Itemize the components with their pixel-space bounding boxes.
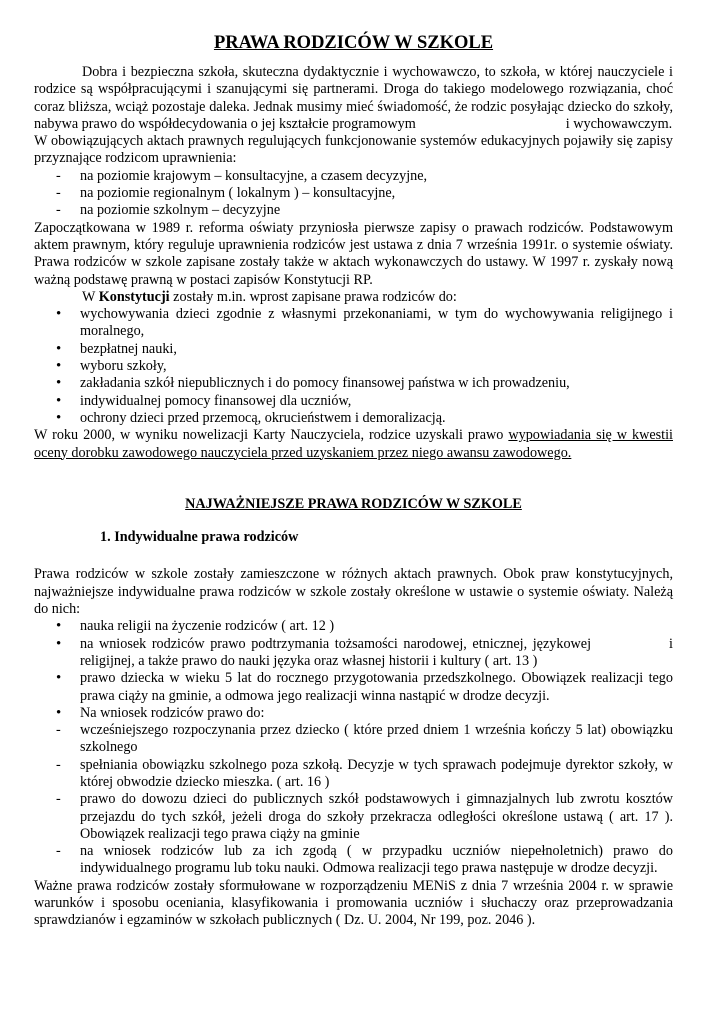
individual-right-item bbox=[34, 636, 673, 671]
section-sub-heading: 1. Indywidualne prawa rodziców bbox=[100, 529, 299, 546]
levels-list-item: - na poziomie szkolnym – decyzyjne bbox=[34, 202, 673, 219]
constitution-right-item: • wyboru szkoły, bbox=[34, 358, 673, 375]
levels-list-item: - na poziomie regionalnym ( lokalnym ) – konsultacyjne, bbox=[34, 185, 673, 202]
levels-list bbox=[34, 168, 673, 220]
section-heading: NAJWAŻNIEJSZE PRAWA RODZICÓW W SZKOLE bbox=[185, 495, 522, 512]
on-request-item: - na wniosek rodziców lub za ich zgodą ( w przypadku uczniów niepełnoletnich) prawo do indywidualnego programu lub toku nauki. Odmowa realizacji tego prawa następuje w drodze decyzji. bbox=[34, 843, 673, 878]
individual-right-item-text-end: i religijnej, a także prawo do nauki języka oraz własnej historii i kultury ( art. 13 ) bbox=[80, 635, 673, 669]
individual-right-item-text: na wniosek rodziców prawo podtrzymania tożsamości narodowej, etnicznej, językowej bbox=[80, 635, 592, 652]
constitution-term: Konstytucji bbox=[98, 288, 170, 305]
individual-right-item: • Na wniosek rodziców prawo do: bbox=[34, 705, 673, 722]
on-request-item: - spełniania obowiązku szkolnego poza szkołą. Decyzje w tych sprawach podejmuje dyrektor szkoły, w której obwodzie dziecko mieszka. ( art. 16 ) bbox=[34, 757, 673, 792]
section-paragraph-1: Prawa rodziców w szkole zostały zamieszczone w różnych aktach prawnych. Obok praw konstytucyjnych, najważniejsze indywidualne prawa rodziców w szkole zostały określone w ustawie o systemie oświaty. Należą do nich: bbox=[34, 566, 673, 618]
constitution-rights-list bbox=[34, 306, 673, 427]
individual-right-item: • nauka religii na życzenie rodziców ( art. 12 ) bbox=[34, 618, 673, 635]
constitution-right-item: • indywidualnej pomocy finansowej dla uczniów, bbox=[34, 393, 673, 410]
individual-rights-list bbox=[34, 618, 673, 722]
intro-paragraph-4-start: W bbox=[82, 288, 99, 305]
intro-paragraph-3: Zapoczątkowana w 1989 r. reforma oświaty przyniosła pierwsze zapisy o prawach rodziców. Podstawowym aktem prawnym, który reguluje uprawnienia rodziców jest ustawa z dnia 7 września 1991r. o systemie oświaty. Prawa rodziców w szkole zapisane zostały także w aktach wykonawczych do ustawy. W 1997 r. zyskały nową ważną podstawę prawną w postaci zapisów Konstytucji RP. bbox=[34, 219, 673, 288]
intro-paragraph-1 bbox=[34, 64, 673, 133]
intro-paragraph-4 bbox=[34, 289, 673, 306]
individual-right-item: • prawo dziecka w wieku 5 lat do rocznego przygotowania przedszkolnego. Obowiązek realizacji tego prawa ciąży na gminie, a odmowa jego realizacji winna nastąpić w drodze decyzji. bbox=[34, 670, 673, 705]
intro-paragraph-4-end: zostały m.in. wprost zapisane prawa rodziców do: bbox=[169, 288, 457, 305]
section-paragraph-2: Ważne prawa rodziców zostały sformułowane w rozporządzeniu MENiS z dnia 7 września 2004 r. w sprawie warunków i sposobu oceniania, klasyfikowania i promowania uczniów i słuchaczy oraz przeprowadzania sprawdzianów i egzaminów w szkołach publicznych ( Dz. U. 2004, Nr 199, poz. 2046 ). bbox=[34, 877, 673, 929]
intro-paragraph-1-end: i wychowawczym. bbox=[565, 115, 673, 132]
intro-paragraph-2: W obowiązujących aktach prawnych regulujących funkcjonowanie systemów edukacyjnych pojawiły się zapisy przyznające rodzicom uprawnienia: bbox=[34, 133, 673, 167]
constitution-right-item: • zakładania szkół niepublicznych i do pomocy finansowej państwa w ich prowadzeniu, bbox=[34, 375, 673, 392]
page-title: PRAWA RODZICÓW W SZKOLE bbox=[213, 33, 494, 53]
levels-list-item: - na poziomie krajowym – konsultacyjne, a czasem decyzyjne, bbox=[34, 168, 673, 185]
on-request-list bbox=[34, 722, 673, 878]
intro-paragraph-5-start: W roku 2000, w wyniku nowelizacji Karty Nauczyciela, rodzice uzyskali prawo bbox=[34, 427, 509, 444]
on-request-item: - prawo do dowozu dzieci do publicznych szkół podstawowych i gimnazjalnych lub zwrotu kosztów przejazdu do tych szkół, jeżeli droga do szkoły przekracza odległości określone ustawą ( art. 17 ). Obowiązek realizacji tego prawa ciąży na gminie bbox=[34, 791, 673, 843]
on-request-item: - wcześniejszego rozpoczynania przez dziecko ( które przed dniem 1 września kończy 5 lat) obowiązku szkolnego bbox=[34, 722, 673, 757]
intro-paragraph-5-underlined: wypowiadania się w kwestii oceny dorobku zawodowego nauczyciela przed uzyskaniem przez niego awansu zawodowego. bbox=[34, 427, 673, 461]
constitution-right-item: • wychowywania dzieci zgodnie z własnymi przekonaniami, w tym do wychowywania religijnego i moralnego, bbox=[34, 306, 673, 341]
intro-paragraph-1-text: Dobra i bezpieczna szkoła, skutecznа dydaktycznie i wychowawczo, to szkoła, w której nauczyciele i rodzice są współpracującymi i szanującymi się partnerami. Droga do takiego modelowego rozwiązania, choć coraz bliższa, wciąż pozostaje daleka. Jednak musimy mieć świadomość, że rodzic posyłając dziecko do szkoły, nabywa prawo do współdecydowania o jej kształcie programowym bbox=[34, 64, 673, 132]
intro-paragraph-5 bbox=[34, 427, 673, 462]
constitution-right-item: • ochrony dzieci przed przemocą, okrucieństwem i demoralizacją. bbox=[34, 410, 673, 427]
constitution-right-item: • bezpłatnej nauki, bbox=[34, 341, 673, 358]
